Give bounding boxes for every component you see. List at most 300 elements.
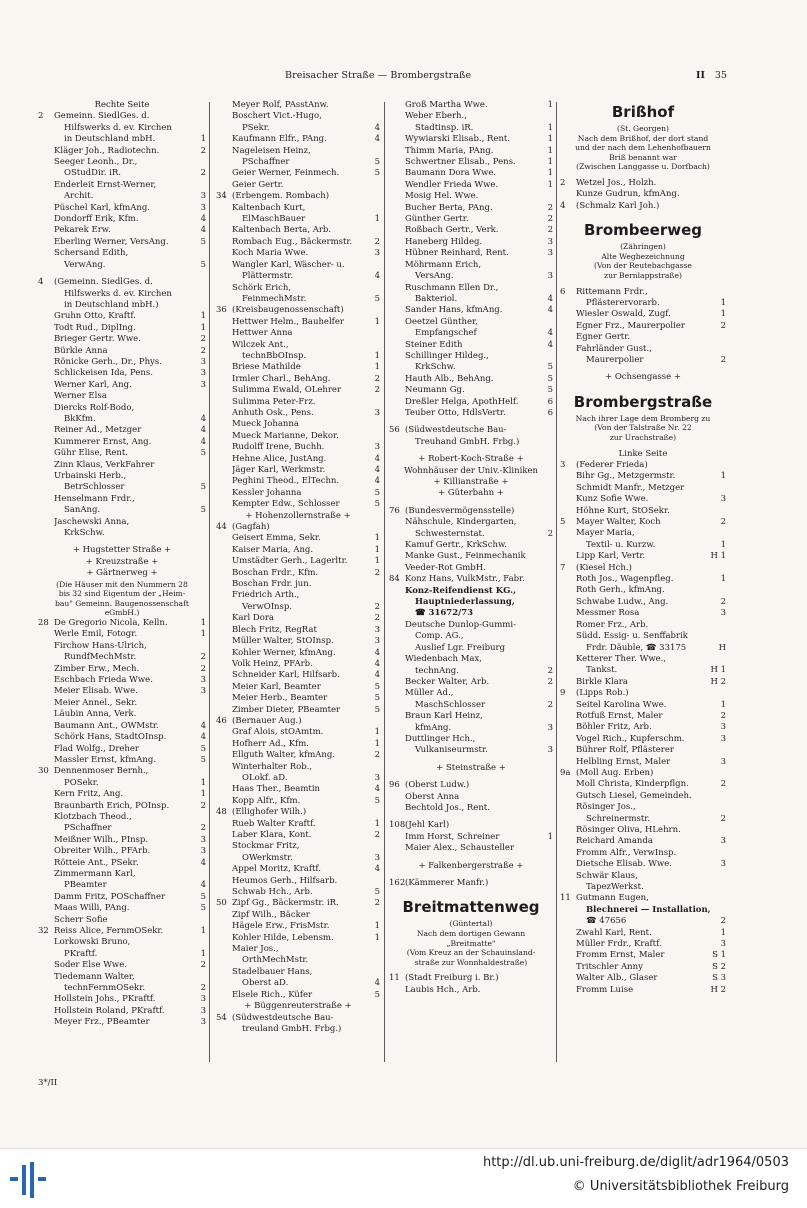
house-number: 46	[216, 715, 227, 726]
resident-text: Kohler Werner, kfmAng.	[232, 647, 336, 658]
resident-text: Hübner Reinhard, Rent.	[405, 248, 509, 259]
resident-text: Bechtold Jos., Rent.	[405, 802, 490, 813]
floor-number: 3	[200, 1005, 206, 1016]
resident-text: Peghini Theod., ElTechn.	[232, 476, 340, 487]
directory-entry	[38, 225, 206, 236]
floor-number: 3	[720, 756, 726, 767]
resident-text: Schneider Karl, Hilfsarb.	[232, 670, 340, 681]
resident-text: Bührer Rolf, Pflästerer	[576, 745, 674, 756]
resident-text: Urbainski Herb.,	[54, 471, 127, 481]
directory-entry	[389, 362, 553, 373]
resident-text: Rueb Walter Kraftf.	[232, 818, 316, 829]
directory-entry	[38, 903, 206, 914]
directory-entry	[560, 859, 726, 870]
resident-text: Rönicke Gerh., Dr., Phys.	[54, 356, 162, 367]
resident-text: Geier Gertr.	[232, 179, 284, 190]
directory-entry	[389, 792, 553, 803]
house-number: 96	[389, 780, 400, 791]
house-number: 5	[560, 517, 566, 528]
resident-text: Hehne Alice, JustAng.	[232, 453, 327, 464]
resident-text: Läubin Anna, Verk.	[54, 709, 137, 720]
floor-number: H 1	[710, 665, 726, 676]
resident-text: (Gagfah)	[232, 522, 270, 533]
floor-number: 2	[720, 517, 726, 528]
directory-entry	[560, 287, 726, 298]
house-number: 7	[560, 562, 566, 573]
resident-text: Schlickeisen Ida, Pens.	[54, 368, 153, 379]
resident-text: Rudolff Irene, Buchh.	[232, 442, 325, 453]
floor-number: 3	[200, 675, 206, 686]
resident-text: Hofherr Ad., Kfm.	[232, 738, 309, 749]
header-page-number	[696, 70, 727, 81]
resident-text: Böhler Fritz, Arb.	[576, 722, 652, 733]
directory-entry	[389, 631, 553, 642]
floor-number: 1	[200, 629, 206, 640]
directory-entry	[560, 939, 726, 950]
resident-text: Wendler Frieda Wwe.	[405, 179, 499, 190]
resident-text: Mayer Walter, Koch	[576, 517, 661, 528]
floor-number: 1	[374, 727, 380, 738]
directory-entry	[389, 973, 553, 984]
directory-entry	[389, 745, 553, 756]
resident-text: Klotzbach Theod.,	[54, 811, 132, 822]
directory-entry	[38, 949, 206, 960]
resident-text: PSchaffner	[64, 823, 112, 834]
resident-text: Friedrich Arth.,	[232, 590, 300, 601]
floor-number: 2	[720, 813, 726, 824]
directory-entry	[560, 355, 726, 366]
directory-entry	[560, 309, 726, 320]
floor-number: 3	[547, 722, 553, 733]
directory-entry	[560, 962, 726, 973]
directory-entry	[38, 380, 206, 391]
directory-entry	[560, 620, 726, 631]
house-number: 9	[560, 688, 566, 699]
directory-entry	[560, 734, 726, 745]
floor-number: 2	[374, 898, 380, 909]
directory-entry	[38, 346, 206, 357]
floor-number: 5	[200, 903, 206, 914]
directory-entry	[216, 727, 380, 738]
resident-text: SanAng.	[64, 505, 101, 516]
resident-text: Jäger Karl, Werkmstr.	[232, 465, 326, 475]
floor-number: 4	[200, 425, 206, 436]
directory-entry	[389, 248, 553, 259]
floor-number: 5	[200, 259, 206, 270]
resident-text: Hollstein Roland, PKraftf.	[54, 1005, 165, 1016]
resident-text: Hauth Alb., BehAng.	[405, 373, 494, 384]
directory-entry	[38, 460, 206, 471]
resident-text: KrkSchw.	[415, 362, 456, 373]
floor-number: 2	[547, 225, 553, 236]
floor-number: 2	[547, 202, 553, 213]
house-number: 36	[216, 305, 227, 316]
directory-entry	[216, 1024, 380, 1035]
directory-entry	[38, 869, 206, 880]
directory-entry	[216, 408, 380, 419]
directory-entry	[216, 864, 380, 875]
floor-number: 1	[720, 309, 726, 320]
floor-number: 3	[374, 772, 380, 783]
directory-entry	[389, 688, 553, 699]
directory-entry	[560, 631, 726, 642]
resident-text: Meyer Rolf, PAsstAnw.	[232, 100, 329, 110]
resident-text: Kunze Gudrun, kfmAng.	[576, 189, 680, 200]
directory-entry	[38, 755, 206, 766]
directory-entry	[38, 789, 206, 800]
resident-text: (Oberst Ludw.)	[405, 780, 470, 791]
floor-number: 2	[200, 652, 206, 663]
directory-entry	[216, 442, 380, 453]
floor-number: 2	[720, 710, 726, 721]
resident-text: Briese Mathilde	[232, 362, 301, 373]
directory-entry	[38, 698, 206, 709]
floor-number: S 2	[712, 961, 726, 972]
floor-number: 1	[547, 134, 553, 145]
directory-entry	[38, 528, 206, 539]
directory-entry	[38, 111, 206, 122]
directory-entry	[216, 545, 380, 556]
resident-text: Meißner Wilh., PInsp.	[54, 834, 149, 845]
resident-text: Elsele Rich., Küfer	[232, 989, 313, 1000]
resident-text: Volk Heinz, PFArb.	[232, 658, 313, 669]
directory-entry	[389, 677, 553, 688]
resident-text: Wangler Karl, Wäscher- u.	[232, 259, 345, 270]
directory-entry	[216, 499, 380, 510]
floor-number: 1	[200, 789, 206, 800]
floor-number: 3	[200, 994, 206, 1005]
directory-entry	[560, 189, 726, 200]
floor-number: 4	[200, 720, 206, 731]
resident-text: Damm Fritz, POSchaffner	[54, 891, 166, 902]
directory-entry	[216, 431, 380, 442]
cross-street-label: + Kreuzstraße +	[85, 556, 159, 567]
floor-number: 1	[374, 921, 380, 932]
directory-entry	[38, 323, 206, 334]
floor-number: 3	[374, 636, 380, 647]
directory-entry	[216, 613, 380, 624]
resident-text: Schwertner Elisab., Pens.	[405, 157, 516, 168]
resident-text: Irmler Charl., BehAng.	[232, 373, 331, 384]
resident-text: Bihr Gg., Metzgermstr.	[576, 471, 676, 482]
directory-entry	[560, 321, 726, 332]
resident-text: Kempter Edw., Schlosser	[232, 499, 340, 510]
floor-number: 3	[200, 356, 206, 367]
directory-entry	[389, 180, 553, 191]
house-number: 76	[389, 505, 400, 516]
directory-entry	[38, 892, 206, 903]
floor-number: 3	[374, 852, 380, 863]
directory-entry	[216, 328, 380, 339]
resident-text: Appel Moritz, Kraftf.	[232, 864, 321, 875]
resident-text: (Ellighofer Wilh.)	[232, 807, 307, 818]
directory-entry	[560, 597, 726, 608]
resident-text: Werner Elsa	[54, 391, 107, 402]
house-number: 28	[38, 618, 49, 629]
resident-text: Pflästerervorarb.	[586, 297, 660, 308]
cross-street-label: + Killianstraße +	[433, 477, 509, 487]
directory-entry	[216, 841, 380, 852]
street-note: bau" Gemeinn. Baugenossenschaft	[55, 598, 189, 608]
resident-text: Stadtinsp. iR.	[415, 122, 474, 133]
directory-entry	[560, 928, 726, 939]
directory-entry	[216, 944, 380, 955]
directory-entry	[560, 677, 726, 688]
directory-entry	[216, 374, 380, 385]
resident-text: FeinmechMstr.	[242, 293, 307, 304]
directory-entry	[389, 608, 553, 619]
floor-number: 4	[200, 225, 206, 236]
resident-text: PSekr.	[242, 122, 270, 133]
floor-number: 5	[374, 887, 380, 898]
directory-entry	[560, 540, 726, 551]
resident-text: Koch Maria Wwe.	[232, 248, 309, 259]
street-note: Alte Wegbezeichnung	[601, 251, 685, 261]
floor-number: 2	[200, 145, 206, 156]
resident-text: Roth Gerh., kfmAng.	[576, 585, 665, 596]
resident-text: Werle Emil, Fotogr.	[54, 629, 138, 640]
resident-text: Hauptniederlassung,	[415, 597, 515, 608]
directory-entry	[38, 191, 206, 202]
directory-entry	[560, 460, 726, 471]
floor-number: 1	[200, 311, 206, 322]
directory-entry	[216, 978, 380, 989]
resident-text: OrthMechMstr.	[242, 955, 309, 966]
directory-entry	[38, 123, 206, 134]
floor-number: 1	[720, 699, 726, 710]
directory-entry	[38, 494, 206, 505]
resident-text: Schwesternstat.	[415, 528, 485, 539]
directory-entry	[560, 574, 726, 585]
resident-text: Veeder-Rot GmbH.	[405, 562, 486, 573]
floor-number: 4	[547, 293, 553, 304]
house-number: 32	[38, 926, 49, 936]
floor-number: H	[718, 642, 726, 653]
floor-number: 4	[374, 978, 380, 989]
directory-entry	[38, 618, 206, 629]
street-note: eGmbH.)	[104, 608, 140, 618]
resident-text: (Stadt Freiburg i. Br.)	[405, 973, 499, 984]
resident-text: Ellguth Walter, kfmAng.	[232, 750, 336, 761]
resident-text: Oberst aD.	[242, 978, 289, 989]
floor-number: 2	[547, 676, 553, 687]
directory-entry	[216, 146, 380, 157]
resident-text: treuland GmbH. Frbg.)	[242, 1023, 342, 1034]
directory-entry	[389, 586, 553, 597]
house-number: 6	[560, 286, 566, 297]
floor-number: 4	[374, 658, 380, 669]
permalink[interactable]: http://dl.ub.uni-freiburg.de/diglit/adr1964/0503	[482, 1155, 789, 1170]
floor-number: 5	[200, 743, 206, 754]
resident-text: Günther Gertr.	[405, 214, 469, 225]
street-note: zur Urachstraße)	[609, 433, 677, 442]
floor-number: 2	[374, 601, 380, 612]
resident-text: Heumos Gerh., Hilfsarb.	[232, 875, 338, 886]
resident-text: Kamuf Gertr., KrkSchw.	[405, 540, 507, 551]
street-note: (St. Georgen)	[616, 124, 669, 133]
directory-entry	[389, 820, 553, 831]
resident-text: Bakteriol.	[415, 293, 458, 304]
floor-number: 5	[547, 362, 553, 373]
directory-entry	[389, 517, 553, 528]
directory-entry	[560, 608, 726, 619]
resident-text: Rombach Eug., Bäckermstr.	[232, 236, 353, 247]
resident-text: Wywiarski Elisab., Rent.	[405, 134, 511, 145]
resident-text: Thimm Maria, PAng.	[405, 145, 494, 156]
resident-text: Obreiter Wilh., PFArb.	[54, 846, 151, 857]
floor-number: 1	[547, 179, 553, 190]
directory-entry	[216, 955, 380, 966]
floor-number: 3	[200, 834, 206, 845]
floor-number: 2	[374, 613, 380, 624]
floor-number: 5	[374, 681, 380, 692]
directory-entry	[389, 351, 553, 362]
directory-entry	[38, 180, 206, 191]
resident-text: Egner Frz., Maurerpolier	[576, 320, 685, 331]
floor-number: 5	[374, 795, 380, 806]
floor-number: 4	[374, 784, 380, 795]
directory-entry	[560, 814, 726, 825]
directory-entry	[216, 225, 380, 236]
resident-text: Geisert Emma, Sekr.	[232, 533, 321, 544]
directory-entry	[389, 134, 553, 145]
resident-text: Henselmann Frdr.,	[54, 493, 135, 504]
directory-entry	[216, 670, 380, 681]
resident-text: Weber Eberh.,	[405, 111, 467, 122]
floor-number: 3	[374, 624, 380, 635]
floor-number: 1	[720, 574, 726, 585]
directory-entry	[389, 100, 553, 111]
directory-entry	[216, 465, 380, 476]
floor-number: H 2	[710, 676, 726, 687]
floor-number: 5	[200, 891, 206, 902]
running-header	[0, 70, 807, 86]
resident-text: kfmAng.	[415, 722, 452, 733]
resident-text: Kessler Johanna	[232, 487, 302, 498]
floor-number: 3	[547, 236, 553, 247]
resident-text: Lipp Karl, Vertr.	[576, 551, 646, 562]
floor-number: 4	[374, 453, 380, 464]
floor-number: 4	[374, 465, 380, 475]
directory-entry	[216, 397, 380, 408]
house-number: 54	[216, 1012, 227, 1023]
directory-entry	[560, 344, 726, 355]
floor-number: 1	[374, 350, 380, 361]
floor-number: 1	[374, 316, 380, 327]
floor-number: 1	[547, 100, 553, 110]
resident-text: Moll Christa, Kinderpflgn.	[576, 779, 689, 790]
resident-text: Meier Herb., Beamter	[232, 693, 328, 704]
directory-entry	[38, 157, 206, 168]
cross-street-label: + Falkenbergerstraße +	[418, 860, 524, 871]
directory-entry	[560, 528, 726, 539]
directory-entry	[560, 905, 726, 916]
floor-number: 2	[547, 665, 553, 676]
directory-entry	[389, 397, 553, 408]
resident-text: Kaufmann Elfr., PAng.	[232, 134, 327, 145]
floor-number: 4	[200, 436, 206, 447]
directory-entry	[216, 317, 380, 328]
street-note: (Zähringen)	[620, 242, 666, 252]
cross-street-label: + Büggenreuterstraße +	[244, 1001, 352, 1012]
directory-entry	[560, 848, 726, 859]
directory-entry	[38, 403, 206, 414]
resident-text: Sander Hans, kfmAng.	[405, 305, 503, 316]
resident-text: (Gemeinn. SiedlGes. d.	[54, 277, 153, 288]
resident-text: Schreinermstr.	[586, 813, 651, 824]
resident-text: Romer Frz., Arb.	[576, 619, 649, 630]
directory-entry	[389, 191, 553, 202]
resident-text: Kohler Hilde, Lebensm.	[232, 932, 334, 943]
floor-number: 1	[374, 556, 380, 567]
resident-text: Baumann Ant., OWMstr.	[54, 720, 159, 731]
directory-entry	[389, 385, 553, 396]
directory-entry	[216, 716, 380, 727]
directory-entry	[216, 750, 380, 761]
resident-text: Zinn Klaus, VerkFahrer	[54, 459, 155, 470]
resident-text: Messmer Rosa	[576, 608, 640, 619]
directory-entry	[560, 985, 726, 996]
directory-entry	[38, 368, 206, 379]
directory-entry	[560, 551, 726, 562]
directory-entry	[389, 203, 553, 214]
resident-text: (Bundesvermögensstelle)	[405, 505, 515, 516]
resident-text: Frdr. Däuble, ☎ 33175	[586, 642, 687, 653]
directory-entry	[389, 551, 553, 562]
directory-entry	[38, 801, 206, 812]
directory-entry	[38, 732, 206, 743]
floor-number: 2	[200, 345, 206, 356]
directory-entry	[38, 926, 206, 937]
directory-entry	[216, 830, 380, 841]
street-heading: Breitmattenweg	[402, 898, 540, 917]
directory-entry	[389, 317, 553, 328]
resident-text: Deutsche Dunlop-Gummi-	[405, 619, 516, 630]
directory-entry	[389, 271, 553, 282]
resident-text: Dreßler Helga, ApothHelf.	[405, 396, 519, 407]
floor-number: 2	[547, 214, 553, 225]
resident-text: Laber Klara, Kont.	[232, 830, 312, 840]
house-number: 3	[560, 460, 566, 470]
street-heading: Brißhof	[611, 103, 675, 121]
resident-text: Fahrländer Gust.,	[576, 343, 652, 354]
directory-entry	[389, 408, 553, 419]
directory-entry	[389, 803, 553, 814]
directory-entry	[560, 471, 726, 482]
resident-text: Rotfuß Ernst, Maler	[576, 710, 663, 721]
resident-text: OStudDir. iR.	[64, 168, 122, 179]
directory-entry	[560, 665, 726, 676]
resident-text: Duttlinger Hch.,	[405, 733, 476, 744]
resident-text: Eberling Werner, VersAng.	[54, 236, 169, 247]
directory-entry	[216, 351, 380, 362]
floor-number: 2	[200, 823, 206, 834]
directory-entry	[560, 178, 726, 189]
house-number: 2	[38, 111, 44, 122]
directory-entry	[38, 983, 206, 994]
directory-entry	[389, 643, 553, 654]
resident-text: Mayer Maria,	[576, 528, 635, 539]
house-number: 44	[216, 522, 227, 533]
directory-entry	[216, 625, 380, 636]
directory-entry	[216, 602, 380, 613]
resident-text: Boschan Frdr. jun.	[232, 579, 312, 590]
floor-number: 2	[547, 699, 553, 710]
resident-text: Umstädter Gerh., Lagerltr.	[232, 556, 348, 567]
column-divider	[209, 102, 210, 1062]
cross-street-label: + Gärtnerweg +	[86, 568, 158, 579]
directory-entry	[38, 652, 206, 663]
